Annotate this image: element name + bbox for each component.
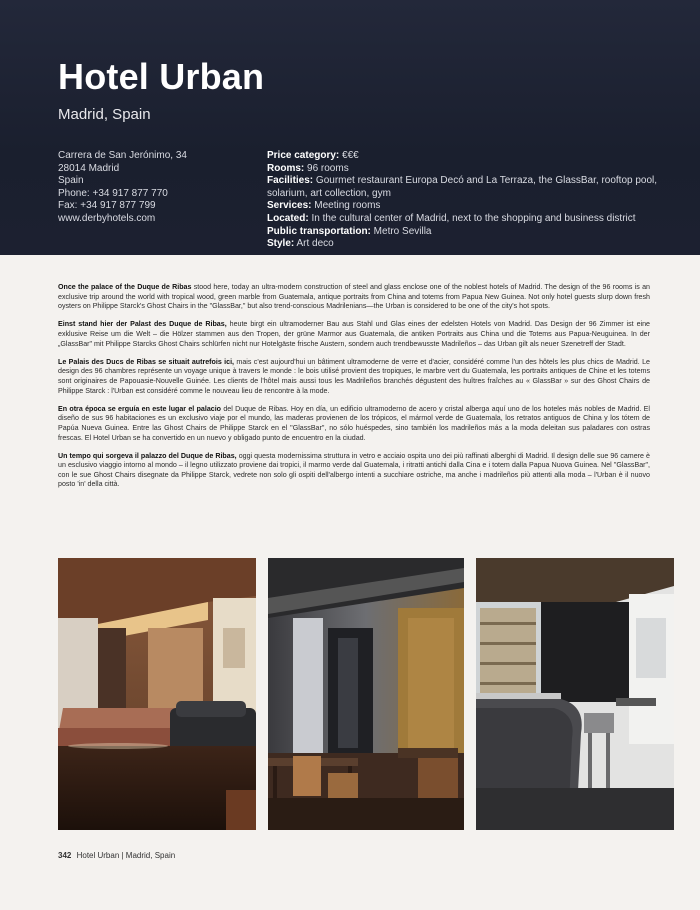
- article-body: [58, 283, 650, 499]
- paragraph-lead: Einst stand hier der Palast des Duque de Ribas,: [58, 320, 227, 329]
- paragraph-german: [58, 320, 650, 349]
- fact-value: Art deco: [294, 238, 334, 250]
- paragraph-lead: Once the palace of the Duque de Ribas: [58, 283, 192, 291]
- footer-caption: Hotel Urban | Madrid, Spain: [76, 851, 176, 860]
- fact-label: Style:: [267, 238, 295, 250]
- fact-value: €€€: [339, 150, 359, 161]
- address-line: Carrera de San Jerónimo, 34: [58, 150, 187, 161]
- fact-label: Located:: [267, 212, 309, 224]
- fact-rooms: [267, 163, 667, 176]
- paragraph-french: [58, 358, 650, 396]
- fact-value: Gourmet restaurant Europa Decó and La Terraza, the GlassBar, rooftop pool, solarium, art collection, gym: [267, 175, 658, 199]
- header-banner: [0, 0, 700, 255]
- fact-value: In the cultural center of Madrid, next to the shopping and business district: [308, 212, 636, 224]
- fact-price: [267, 150, 667, 163]
- paragraph-text: del Duque de Ribas. Hoy en día, un edificio ultramoderno de acero y cristal alberga aquí uno de los hoteles más nobles de Madrid. El diseño de sus 96 habitaciones es un exclusivo viaje por el mundo, las maderas provienen de los trópicos, el mármol verde de Guatemala, los retratos antiguos de China y los tótem de Papúa Nueva Guinea. Entre las Ghost Chairs de Philippe Starck en el "GlassBar", no sólo huéspedes, sino también los madrileños más a la moda deleitan sus paladares con ostras frescas. El Hotel Urban se ha convertido en un nuevo y obligado punto de encuentro en la ciudad.: [58, 404, 650, 442]
- fact-facilities: [267, 175, 667, 200]
- page-footer: [58, 851, 175, 860]
- paragraph-lead: Le Palais des Ducs de Ribas se situait autrefois ici,: [58, 357, 235, 366]
- fact-located: [267, 213, 667, 226]
- page-subtitle: Madrid, Spain: [58, 106, 151, 123]
- paragraph-italian: [58, 452, 650, 490]
- fact-label: Services:: [267, 200, 312, 212]
- page-number: 342: [58, 851, 72, 860]
- website-line: www.derbyhotels.com: [58, 212, 156, 224]
- photo-bedroom: [58, 558, 256, 830]
- photo-restaurant: [268, 558, 464, 830]
- photo-glassbar: [476, 558, 674, 830]
- fact-value: Metro Sevilla: [370, 225, 432, 237]
- fact-value: Meeting rooms: [311, 200, 381, 212]
- paragraph-english: [58, 283, 650, 312]
- fact-value: 96 rooms: [304, 162, 349, 174]
- paragraph-text: oggi questa modernissima struttura in vetro e acciaio ospita uno dei più raffinati alberghi di Madrid. Il design delle sue 96 camere è un esclusivo viaggio intorno al mondo – il legno utilizzato proviene dai tropici, il marmo verde dal Guatemala, i ritratti antichi dalla Cina e i totem dalla Papua Nuova Guinea. Nel "GlassBar", con le sue Ghost Chairs disegnate da Philippe Starck, vedrete non solo gli ospiti dell'albergo intenti a succhiare ostriche, ma anche i madrileños più attenti alla moda – l'Urban è il nuovo posto 'in' della città.: [58, 451, 650, 489]
- fact-label: Price category:: [267, 150, 340, 161]
- paragraph-text: heute birgt ein ultramoderner Bau aus Stahl und Glas eines der edelsten Hotels von Madrid. Das Design der 96 Zimmer ist eine exklusive Reise um die Welt – die Hölzer stammen aus den Tropen, der grüne Marmor aus Guatemala, die antiken Portraits aus China und die Totems aus Papua-Neuguinea. In der „GlassBar" mit Philippe Starcks Ghost Chairs schlürfen nicht nur Hotelgäste frische Austern, sondern auch trendbewusste Madrileños – das Urban gilt als neuer Szenetreff der Stadt.: [58, 320, 650, 348]
- fact-services: [267, 200, 667, 213]
- page-title: Hotel Urban: [58, 56, 265, 97]
- fact-label: Facilities:: [267, 175, 314, 187]
- address-block: [58, 150, 187, 226]
- fact-style: [267, 238, 667, 251]
- paragraph-text: mais c'est aujourd'hui un bâtiment ultramoderne de verre et d'acier, considéré comme l'un des hôtels les plus chics de Madrid. Le design des 96 chambres représente un voyage unique à travers le monde : le bois utilisé provient des tropiques, le marbre vert du Guatemala, les portraits antiques de Chine et les totems sont originaires de Papouasie-Nouvelle Guinée. Les clients de l'hôtel mais aussi tous les Madrileños branchés dégustent des huîtres fraîches au « GlassBar » sur des Ghost Chairs de Philippe Starck : l'Urban est considéré comme le nouveau lieu de rencontre à la mode.: [58, 357, 650, 395]
- phone-line: Phone: +34 917 877 770: [58, 187, 168, 199]
- paragraph-spanish: [58, 405, 650, 443]
- paragraph-text: stood here, today an ultra-modern construction of steel and glass enclose one of the noblest hotels of Madrid. The design of the 96 rooms is an exclusive trip around the world with tropical wood, green marble from Guatemala, antique portraits from China and totems from Papua New Guinea. Not only hotel guests slurp down fresh oysters on Philippe Starck's Ghost Chairs in the "GlassBar," but also trend-conscious Madrilenians—the Urban is considered to be one of the city's hot spots.: [58, 283, 651, 311]
- fax-line: Fax: +34 917 877 799: [58, 200, 156, 212]
- paragraph-lead: En otra época se erguía en este lugar el palacio: [58, 404, 222, 413]
- fact-transport: [267, 226, 667, 239]
- facts-block: [267, 150, 667, 251]
- paragraph-lead: Un tempo qui sorgeva il palazzo del Duque de Ribas,: [58, 451, 237, 460]
- fact-label: Rooms:: [267, 162, 305, 174]
- address-line: 28014 Madrid: [58, 162, 120, 174]
- fact-label: Public transportation:: [267, 225, 371, 237]
- address-line: Spain: [58, 175, 84, 187]
